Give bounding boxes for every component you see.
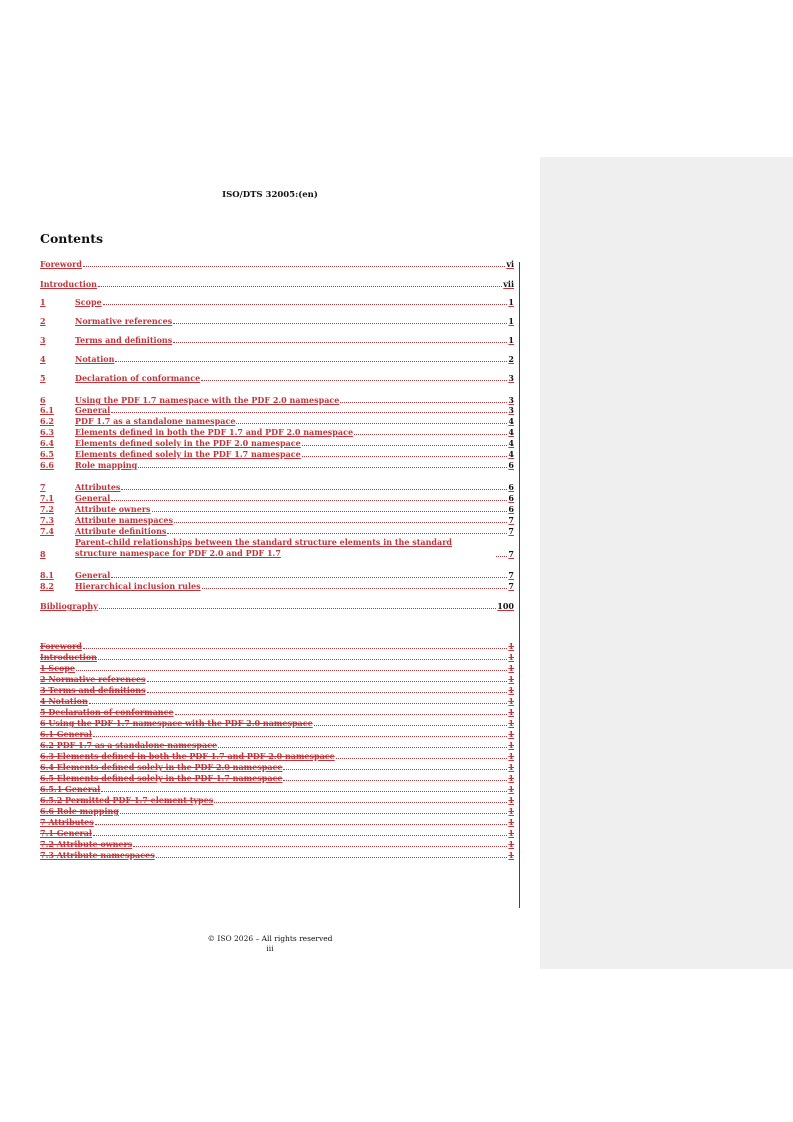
toc-entry[interactable] [40,640,514,651]
toc-leader-dots [283,780,507,781]
toc-entry-page: 100 [497,601,514,611]
toc-entry-page: 7 [508,581,514,591]
toc-leader-dots [314,725,508,726]
toc-entry-title: Foreword [40,259,82,269]
toc-entry-page: 1 [508,641,514,651]
toc-entry[interactable] [40,459,514,470]
toc-leader-dots [111,500,507,501]
toc-entry[interactable] [40,426,514,437]
toc-entry[interactable] [40,728,514,739]
toc-leader-dots [173,342,507,343]
toc-leader-dots [167,533,507,534]
page-number: iii [266,944,274,953]
toc-entry-title: 6.5.1 General [40,784,101,794]
toc-leader-dots [496,556,507,557]
toc-entry-title: General [75,405,111,415]
toc-entry[interactable] [40,673,514,684]
toc-leader-dots [83,266,505,267]
toc-entry-title: Scope [75,297,102,307]
toc-entry-number: 6.4 [40,438,54,448]
toc-entry[interactable] [40,278,514,289]
copyright-notice: © ISO 2026 – All rights reserved [207,934,333,943]
toc-entry-page: 7 [508,570,514,580]
toc-entry-page: 6 [508,460,514,470]
toc-entry-title: PDF 1.7 as a standalone namespace [75,416,236,426]
toc-leader-dots [156,857,508,858]
toc-entry[interactable] [40,315,514,326]
toc-leader-dots [121,489,507,490]
toc-entry-page: 6 [508,482,514,492]
toc-entry-title: 5 Declaration of conformance [40,707,174,717]
toc-entry[interactable] [40,448,514,459]
toc-leader-dots [93,835,507,836]
toc-leader-dots [302,456,508,457]
document-header: ISO/DTS 32005:(en) [222,190,318,200]
toc-entry-title: 6.5.2 Permitted PDF 1.7 element types [40,795,214,805]
toc-leader-dots [95,824,508,825]
toc-leader-dots [103,304,508,305]
toc-entry-number: 8 [40,549,46,559]
toc-entry-page: 3 [508,395,514,405]
toc-entry[interactable] [40,492,514,503]
toc-leader-dots [340,402,507,403]
toc-leader-dots [201,380,507,381]
toc-entry-title: Foreword [40,641,82,651]
toc-leader-dots [115,361,507,362]
toc-entry-number: 7.4 [40,526,54,536]
toc-entry[interactable] [40,258,514,269]
toc-entry-title: Using the PDF 1.7 namespace with the PDF 2.0 namespace [75,395,340,405]
toc-entry[interactable] [40,415,514,426]
toc-entry[interactable] [40,838,514,849]
toc-entry[interactable] [40,481,514,492]
toc-leader-dots [98,286,502,287]
toc-entry-number: 6.6 [40,460,54,470]
toc-entry-title: 2 Normative references [40,674,146,684]
toc-leader-dots [98,659,507,660]
toc-entry-number: 6.2 [40,416,54,426]
toc-leader-dots [175,714,508,715]
toc-entry-page: vi [506,259,514,269]
toc-leader-dots [138,467,507,468]
toc-entry-page: 1 [508,696,514,706]
toc-entry-title: Notation [75,354,115,364]
toc-entry-number: 7.2 [40,504,54,514]
toc-entry-title: Attribute definitions [75,526,167,536]
toc-entry-page: vii [503,279,514,289]
toc-entry-title: 7.1 General [40,828,92,838]
toc-entry-page: 1 [508,850,514,860]
toc-entry-title: 6.2 PDF 1.7 as a standalone namespace [40,740,218,750]
toc-entry-number: 7 [40,482,46,492]
toc-entry-number: 3 [40,335,46,345]
toc-entry-page: 1 [508,316,514,326]
toc-entry-title: General [75,570,111,580]
toc-entry-title: 6 Using the PDF 1.7 namespace with the PDF 2.0 namespace [40,718,313,728]
toc-entry[interactable] [40,717,514,728]
toc-entry-page: 1 [508,806,514,816]
toc-entry-title: 1 Scope [40,663,76,673]
toc-leader-dots [83,648,508,649]
toc-entry-page: 1 [508,335,514,345]
toc-entry-number: 8.1 [40,570,54,580]
toc-entry[interactable] [40,353,514,364]
toc-leader-dots [99,608,496,609]
toc-entry-page: 1 [508,795,514,805]
toc-entry-page: 1 [508,674,514,684]
page-footer [0,934,540,954]
toc-leader-dots [111,412,507,413]
toc-entry-page: 1 [508,663,514,673]
toc-leader-dots [214,802,507,803]
toc-entry-title: General [75,493,111,503]
toc-entry-page: 1 [508,652,514,662]
toc-entry-page: 1 [508,729,514,739]
toc-leader-dots [120,813,508,814]
toc-entry-title: Attributes [75,482,121,492]
toc-entry-title: 3 Terms and definitions [40,685,146,695]
toc-entry-title: Attribute namespaces [75,515,173,525]
comments-sidebar [540,157,793,969]
toc-entry-title: 6.5 Elements defined solely in the PDF 1.7 namespace [40,773,283,783]
toc-entry-page: 4 [508,427,514,437]
toc-leader-dots [336,758,508,759]
toc-leader-dots [76,670,507,671]
toc-entry-number: 4 [40,354,46,364]
toc-leader-dots [101,791,507,792]
toc-entry-title: Declaration of conformance [75,373,201,383]
toc-leader-dots [152,511,508,512]
toc-leader-dots [111,577,507,578]
toc-entry[interactable] [40,651,514,662]
toc-entry-page: 1 [508,740,514,750]
toc-entry-page: 7 [508,549,514,559]
toc-entry-title: 7.3 Attribute namespaces [40,850,155,860]
toc-entry[interactable] [40,827,514,838]
toc-leader-dots [202,588,508,589]
toc-leader-dots [133,846,507,847]
toc-entry-number: 7.3 [40,515,54,525]
toc-entry-title: Introduction [40,652,97,662]
toc-entry-page: 1 [508,839,514,849]
toc-entry-page: 1 [508,817,514,827]
toc-entry[interactable] [40,437,514,448]
toc-entry-page: 7 [508,515,514,525]
toc-entry-page: 2 [508,354,514,364]
toc-entry[interactable] [40,334,514,345]
toc-entry-title: 6.1 General [40,729,92,739]
toc-entry-page: 1 [508,718,514,728]
toc-entry-title: Attribute owners [75,504,151,514]
toc-entry[interactable] [40,849,514,860]
toc-entry-title: Hierarchical inclusion rules [75,581,201,591]
toc-entry[interactable] [40,761,514,772]
toc-entry[interactable] [40,684,514,695]
toc-entry-title: 7 Attributes [40,817,94,827]
toc-entry-page: 4 [508,438,514,448]
toc-entry-number: 7.1 [40,493,54,503]
toc-entry-page: 3 [508,405,514,415]
toc-entry[interactable] [40,816,514,827]
toc-leader-dots [147,681,508,682]
toc-entry[interactable] [40,783,514,794]
toc-entry-number: 6.1 [40,405,54,415]
toc-entry-number: 6.3 [40,427,54,437]
toc-entry-title: Terms and definitions [75,335,173,345]
toc-entry[interactable] [40,739,514,750]
toc-leader-dots [236,423,507,424]
toc-entry-page: 1 [508,762,514,772]
toc-entry-page: 7 [508,526,514,536]
toc-entry[interactable] [40,805,514,816]
toc-entry-title: Role mapping [75,460,138,470]
toc-entry-page: 1 [508,828,514,838]
toc-entry-title: Introduction [40,279,97,289]
toc-entry-title: Parent-child relationships between the standard structure elements in the standard structure namespace for PDF 2.0 and PDF 1.7 [75,537,453,558]
toc-entry[interactable] [40,537,514,559]
toc-entry-number: 5 [40,373,46,383]
toc-entry-number: 1 [40,297,46,307]
toc-entry-title: Elements defined solely in the PDF 1.7 namespace [75,449,301,459]
toc-entry-title: 7.2 Attribute owners [40,839,133,849]
toc-entry[interactable] [40,706,514,717]
toc-entry[interactable] [40,569,514,580]
contents-heading: Contents [40,231,104,246]
toc-leader-dots [173,323,507,324]
toc-entry-page: 1 [508,707,514,717]
toc-leader-dots [302,445,508,446]
toc-entry[interactable] [40,296,514,307]
toc-entry[interactable] [40,772,514,783]
toc-entry-page: 6 [508,493,514,503]
toc-leader-dots [89,703,508,704]
toc-entry[interactable] [40,503,514,514]
toc-entry-number: 6.5 [40,449,54,459]
toc-entry[interactable] [40,662,514,673]
toc-entry[interactable] [40,372,514,383]
toc-leader-dots [218,747,507,748]
toc-entry-page: 1 [508,773,514,783]
toc-entry-page: 1 [508,685,514,695]
toc-entry[interactable] [40,525,514,536]
toc-entry-title: 6.3 Elements defined in both the PDF 1.7 and PDF 2.0 namespace [40,751,335,761]
toc-entry[interactable] [40,695,514,706]
toc-entry[interactable] [40,794,514,805]
toc-entry-title: 6.6 Role mapping [40,806,119,816]
toc-entry-title: Elements defined in both the PDF 1.7 and PDF 2.0 namespace [75,427,354,437]
toc-entry-number: 2 [40,316,46,326]
toc-leader-dots [93,736,507,737]
toc-entry-title: Elements defined solely in the PDF 2.0 namespace [75,438,301,448]
toc-entry-page: 3 [508,373,514,383]
toc-entry-page: 4 [508,449,514,459]
toc-entry-page: 1 [508,751,514,761]
toc-entry[interactable] [40,750,514,761]
toc-entry-title: 4 Notation [40,696,88,706]
toc-entry[interactable] [40,600,514,611]
toc-entry-title: Bibliography [40,601,98,611]
toc-entry-number: 8.2 [40,581,54,591]
toc-leader-dots [354,434,507,435]
toc-leader-dots [174,522,507,523]
toc-entry[interactable] [40,514,514,525]
toc-entry-page: 4 [508,416,514,426]
toc-entry-number: 6 [40,395,46,405]
toc-leader-dots [283,769,507,770]
toc-entry[interactable] [40,580,514,591]
toc-entry-title: Normative references [75,316,173,326]
toc-entry-title: 6.4 Elements defined solely in the PDF 2.0 namespace [40,762,283,772]
toc-entry-page: 1 [508,784,514,794]
toc-entry-page: 6 [508,504,514,514]
toc-entry[interactable] [40,404,514,415]
change-bar [519,262,520,908]
toc-entry-page: 1 [508,297,514,307]
toc-leader-dots [147,692,508,693]
